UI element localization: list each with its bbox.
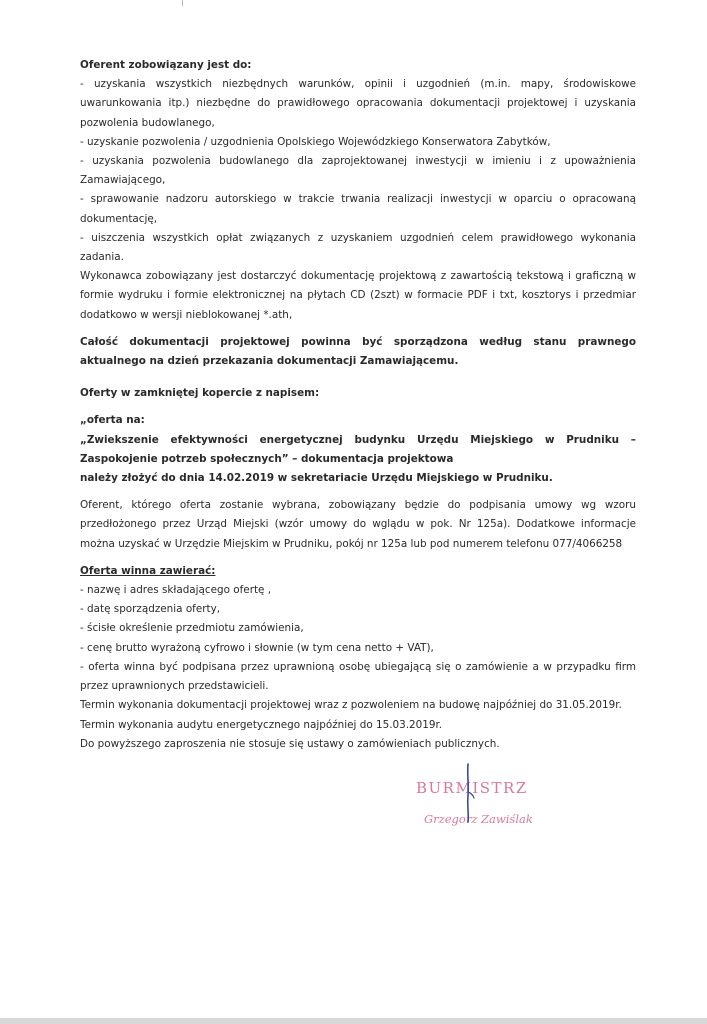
scan-mark: [182, 0, 183, 6]
deadline-audit: Termin wykonania audytu energetycznego najpóźniej do 15.03.2019r.: [80, 718, 443, 731]
handwritten-signature: [462, 762, 476, 824]
envelope-heading: Oferty w zamkniętej kopercie z napisem:: [80, 387, 320, 400]
offer-contents-item: - cenę brutto wyrażoną cyfrowo i słownie (w tym cena netto + VAT),: [80, 641, 434, 654]
offer-contents-item: - datę sporządzenia oferty,: [80, 603, 221, 616]
obligation-item: - uzyskania wszystkich niezbędnych warunków, opinii i uzgodnień (m.in. mapy, środowiskowe uwarunkowania itp.) niezbędne do prawidłowego opracowania dokumentacji projektowej i uzyskania pozwolenia budowlanego,: [80, 78, 636, 129]
selection-paragraph: Oferent, którego oferta zostanie wybrana, zobowiązany będzie do podpisania umowy wg wzoru przedłożonego przez Urząd Miejski (wzór umowy do wglądu w pok. Nr 125a). Dodatkowe informacje można uzyskać w Urzędzie Miejskim w Prudniku, pokój nr 125a lub pod numerem telefonu 077/4066258: [80, 499, 636, 550]
document-body: [80, 56, 636, 754]
stamp-name: Grzegorz Zawiślak: [424, 812, 533, 826]
stamp-title: BURMISTRZ: [416, 779, 528, 797]
obligation-item: - sprawowanie nadzoru autorskiego w trakcie trwania realizacji inwestycji w oparciu o opracowaną dokumentację,: [80, 193, 636, 225]
scan-edge: [0, 1018, 707, 1024]
legal-statement: Całość dokumentacji projektowej powinna być sporządzona według stanu prawnego aktualnego na dzień przekazania dokumentacji Zamawiającemu.: [80, 335, 636, 368]
deadline-documentation: Termin wykonania dokumentacji projektowej wraz z pozwoleniem na budowę najpóźniej do 31.05.2019r.: [80, 699, 622, 712]
intro-heading: Oferent zobowiązany jest do:: [80, 59, 252, 71]
offer-contents-heading: Oferta winna zawierać:: [80, 564, 216, 577]
obligation-item: - uiszczenia wszystkich opłat związanych z uzyskaniem uzgodnień celem prawidłowego wykonania zadania.: [80, 231, 636, 264]
submission-deadline: należy złożyć do dnia 14.02.2019 w sekretariacie Urzędu Miejskiego w Prudniku.: [80, 472, 553, 485]
offer-contents-item: - oferta winna być podpisana przez uprawnioną osobę ubiegającą się o zamówienie a w przypadku firm przez uprawnionych przedstawicieli.: [80, 660, 636, 693]
obligation-item: - uzyskania pozwolenia budowlanego dla zaprojektowanej inwestycji w imieniu i z upoważnienia Zamawiającego,: [80, 155, 636, 187]
procurement-note: Do powyższego zaproszenia nie stosuje się ustawy o zamówieniach publicznych.: [80, 737, 500, 750]
envelope-offer-label: „oferta na:: [80, 414, 145, 427]
obligation-item: - uzyskanie pozwolenia / uzgodnienia Opolskiego Wojewódzkiego Konserwatora Zabytków,: [80, 135, 551, 148]
offer-contents-item: - ścisłe określenie przedmiotu zamówienia,: [80, 622, 304, 635]
contractor-paragraph: Wykonawca zobowiązany jest dostarczyć dokumentację projektową z zawartością tekstową i graficzną w formie wydruku i formie elektronicznej na płytach CD (2szt) w formacie PDF i txt, kosztorys i przedmiar dodatkowo w wersji nieblokowanej *.ath,: [80, 270, 636, 321]
mayor-stamp: [416, 778, 616, 826]
envelope-title: „Zwiekszenie efektywności energetycznej budynku Urzędu Miejskiego w Prudniku – Zaspokojenie potrzeb społecznych” – dokumentacja projektowa: [80, 433, 636, 465]
offer-contents-item: - nazwę i adres składającego ofertę ,: [80, 584, 272, 597]
